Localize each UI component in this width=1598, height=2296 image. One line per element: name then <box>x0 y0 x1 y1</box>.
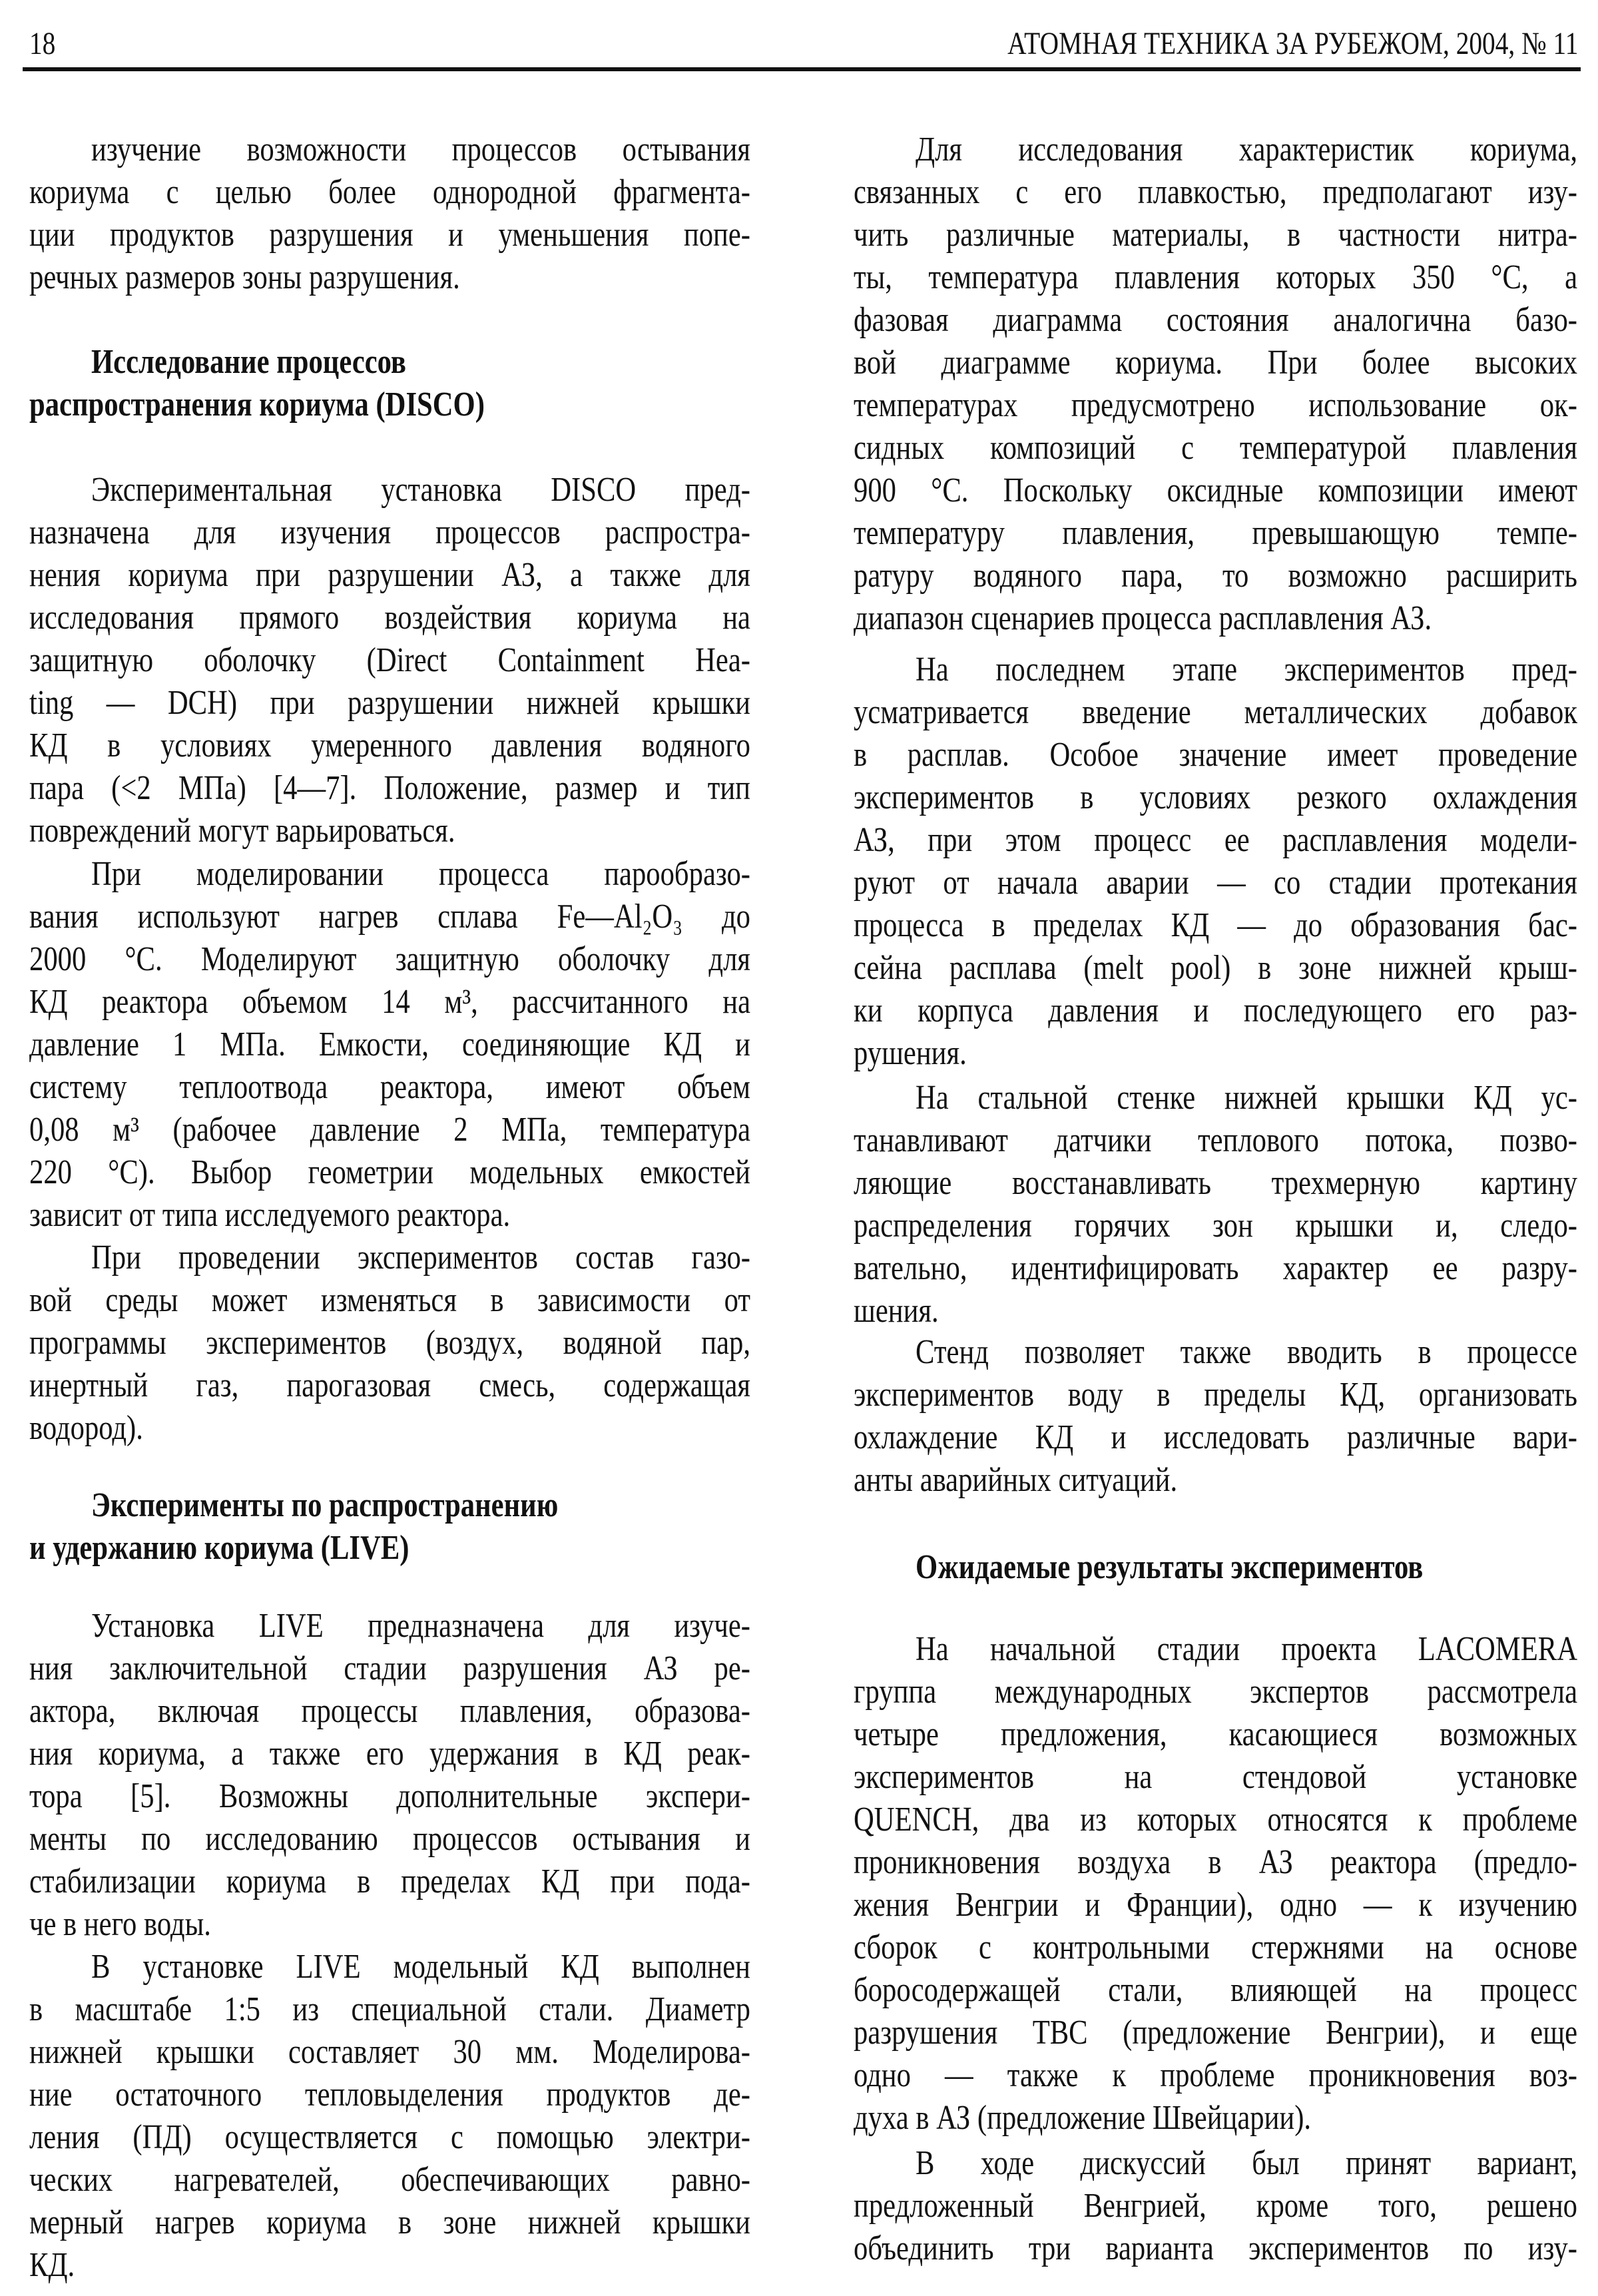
paragraph <box>854 1628 1577 2140</box>
text-line: боросодержащей стали, влияющей на процесс <box>854 1971 1577 2009</box>
text-line: танавливают датчики теплового потока, позво- <box>854 1121 1577 1159</box>
text-line: давление 1 МПа. Емкости, соединяющие КД и <box>29 1025 750 1063</box>
text-line: зависит от типа исследуемого реактора. <box>29 1196 511 1234</box>
text-line: 2000 °C. Моделируют защитную оболочку для <box>29 940 750 978</box>
journal-title: АТОМНАЯ ТЕХНИКА ЗА РУБЕЖОМ, 2004, № 11 <box>1007 26 1578 61</box>
text-line: жения Венгрии и Франции), одно — к изучению <box>854 1886 1577 1924</box>
text-line: повреждений могут варьироваться. <box>29 812 455 850</box>
text-line: рушения. <box>854 1034 967 1072</box>
text-line: На стальной стенке нижней крышки КД ус- <box>916 1079 1577 1117</box>
text-line: Исследование процессов <box>91 343 406 381</box>
text-line: мерный нагрев кориума в зоне нижней крышки <box>29 2203 750 2241</box>
paragraph <box>854 129 1577 640</box>
paragraph <box>29 129 750 299</box>
text-line: ратуру водяного пара, то возможно расширить <box>854 557 1577 595</box>
section-heading <box>29 1484 750 1570</box>
text-line: экспериментов воду в пределы КД, организовать <box>854 1376 1577 1414</box>
text-line: АЗ, при этом процесс ее расплавления модели- <box>854 821 1577 859</box>
text-line: QUENCH, два из которых относятся к проблеме <box>854 1801 1577 1839</box>
text-line: тора [5]. Возможны дополнительные экспери- <box>29 1777 750 1815</box>
text-line: температурах предусмотрено использование ок- <box>854 386 1577 424</box>
text-line: ting — DCH) при разрушении нижней крышки <box>29 684 750 722</box>
paragraph <box>29 1946 750 2287</box>
paragraph <box>29 469 750 852</box>
paragraph <box>854 1077 1577 1332</box>
text-line: Установка LIVE предназначена для изуче- <box>91 1607 750 1645</box>
text-line: руют от начала аварии — со стадии протекания <box>854 864 1577 902</box>
paragraph <box>29 1605 750 1946</box>
text-line: анты аварийных ситуаций. <box>854 1461 1178 1499</box>
text-line: ние остаточного тепловыделения продуктов де- <box>29 2076 750 2114</box>
text-line: объединить три варианта экспериментов по изу- <box>854 2229 1577 2267</box>
text-line: КД. <box>29 2246 75 2284</box>
text-line: усматривается введение металлических добавок <box>854 693 1577 731</box>
text-line: нения кориума при разрушении АЗ, а также для <box>29 556 750 594</box>
text-line: вания используют нагрев сплава Fe—Al₂O₃ до <box>29 898 750 936</box>
text-line: стабилизации кориума в пределах КД при пода- <box>29 1863 750 1900</box>
text-line: Экспериментальная установка DISCO пред- <box>91 471 750 509</box>
text-line: КД в условиях умеренного давления водяного <box>29 726 750 764</box>
paragraph <box>29 1237 750 1450</box>
text-line: защитную оболочку (Direct Containment Hea- <box>29 641 750 679</box>
text-line: связанных с его плавкостью, предполагают изу- <box>854 173 1577 211</box>
text-line: При моделировании процесса парообразо- <box>91 855 750 893</box>
text-line: В установке LIVE модельный КД выполнен <box>91 1948 750 1986</box>
text-line: вательно, идентифицировать характер ее разру- <box>854 1249 1577 1287</box>
text-line: Для исследования характеристик кориума, <box>916 131 1577 168</box>
text-line: одно — также к проблеме проникновения воз- <box>854 2056 1577 2094</box>
text-line: предложенный Венгрией, кроме того, решено <box>854 2187 1577 2225</box>
text-line: На последнем этапе экспериментов пред- <box>916 651 1577 689</box>
text-line: диапазон сценариев процесса расплавления АЗ. <box>854 599 1432 637</box>
text-line: На начальной стадии проекта LACOMERA <box>916 1630 1577 1668</box>
text-line: разрушения ТВС (предложение Венгрии), и еще <box>854 2014 1577 2052</box>
text-line: четыре предложения, касающиеся возможных <box>854 1715 1577 1753</box>
text-line: чить различные материалы, в частности нитра- <box>854 216 1577 254</box>
text-line: нижней крышки составляет 30 мм. Моделирова- <box>29 2033 750 2071</box>
text-line: шения. <box>854 1292 939 1330</box>
text-line: кориума с целью более однородной фрагмента- <box>29 173 750 211</box>
text-line: ческих нагревателей, обеспечивающих равно- <box>29 2161 750 2199</box>
paragraph <box>854 1331 1577 1502</box>
text-line: и удержанию кориума (LIVE) <box>29 1529 409 1567</box>
text-line: КД реактора объемом 14 м³, рассчитанного на <box>29 983 750 1021</box>
text-line: ления (ПД) осуществляется с помощью электри- <box>29 2118 750 2156</box>
text-line: 220 °C). Выбор геометрии модельных емкостей <box>29 1153 750 1191</box>
text-line: экспериментов на стендовой установке <box>854 1758 1577 1796</box>
text-line: В ходе дискуссий был принят вариант, <box>916 2144 1577 2182</box>
text-line: инертный газ, парогазовая смесь, содержащая <box>29 1366 750 1404</box>
text-line: распространения кориума (DISCO) <box>29 386 485 424</box>
text-line: ки корпуса давления и последующего его раз- <box>854 992 1577 1029</box>
text-line: экспериментов в условиях резкого охлаждения <box>854 778 1577 816</box>
text-line: в расплав. Особое значение имеет проведение <box>854 736 1577 774</box>
text-line: 0,08 м³ (рабочее давление 2 МПа, температура <box>29 1111 750 1149</box>
text-line: ния кориума, а также его удержания в КД реак- <box>29 1735 750 1773</box>
text-line: Ожидаемые результаты экспериментов <box>916 1548 1424 1586</box>
text-line: ния заключительной стадии разрушения АЗ ре- <box>29 1649 750 1687</box>
paragraph <box>854 649 1577 1075</box>
text-line: сейна расплава (melt pool) в зоне нижней крыш- <box>854 949 1577 987</box>
text-line: исследования прямого воздействия кориума на <box>29 599 750 637</box>
text-line: проникновения воздуха в АЗ реактора (предло- <box>854 1843 1577 1881</box>
text-line: пара (<2 МПа) [4—7]. Положение, размер и тип <box>29 769 750 807</box>
text-line: ции продуктов разрушения и уменьшения попе- <box>29 216 750 254</box>
text-line: ты, температура плавления которых 350 °C, а <box>854 258 1577 296</box>
paragraph <box>29 853 750 1237</box>
text-line: менты по исследованию процессов остывания и <box>29 1820 750 1858</box>
header-rule <box>23 67 1581 71</box>
text-line: вой среды может изменяться в зависимости от <box>29 1281 750 1319</box>
text-line: речных размеров зоны разрушения. <box>29 258 460 296</box>
paragraph <box>854 2142 1577 2270</box>
text-line: сидных композиций с температурой плавления <box>854 429 1577 467</box>
text-line: че в него воды. <box>29 1905 211 1943</box>
text-line: программы экспериментов (воздух, водяной пар, <box>29 1324 750 1362</box>
text-line: фазовая диаграмма состояния аналогична базо- <box>854 301 1577 339</box>
text-line: водород). <box>29 1409 143 1447</box>
text-line: охлаждение КД и исследовать различные вари- <box>854 1418 1577 1456</box>
text-line: При проведении экспериментов состав газо- <box>91 1239 750 1277</box>
text-line: в масштабе 1:5 из специальной стали. Диаметр <box>29 1990 750 2028</box>
section-heading <box>29 341 750 426</box>
text-line: вой диаграмме кориума. При более высоких <box>854 344 1577 382</box>
text-line: систему теплоотвода реактора, имеют объем <box>29 1068 750 1106</box>
text-line: сборок с контрольными стержнями на основе <box>854 1928 1577 1966</box>
text-line: ляющие восстанавливать трехмерную картину <box>854 1164 1577 1202</box>
text-line: духа в АЗ (предложение Швейцарии). <box>854 2099 1312 2137</box>
text-line: Стенд позволяет также вводить в процессе <box>916 1333 1577 1371</box>
text-line: группа международных экспертов рассмотрела <box>854 1673 1577 1711</box>
page-number: 18 <box>29 26 56 61</box>
text-line: назначена для изучения процессов распростра- <box>29 513 750 551</box>
section-heading <box>854 1546 1577 1589</box>
text-line: 900 °C. Поскольку оксидные композиции имеют <box>854 471 1577 509</box>
text-line: Эксперименты по распространению <box>91 1486 559 1524</box>
text-line: актора, включая процессы плавления, образова- <box>29 1692 750 1730</box>
text-line: температуру плавления, превышающую темпе- <box>854 514 1577 552</box>
text-line: изучение возможности процессов остывания <box>91 131 750 168</box>
text-line: распределения горячих зон крышки и, следо- <box>854 1207 1577 1245</box>
text-line: процесса в пределах КД — до образования бас- <box>854 906 1577 944</box>
